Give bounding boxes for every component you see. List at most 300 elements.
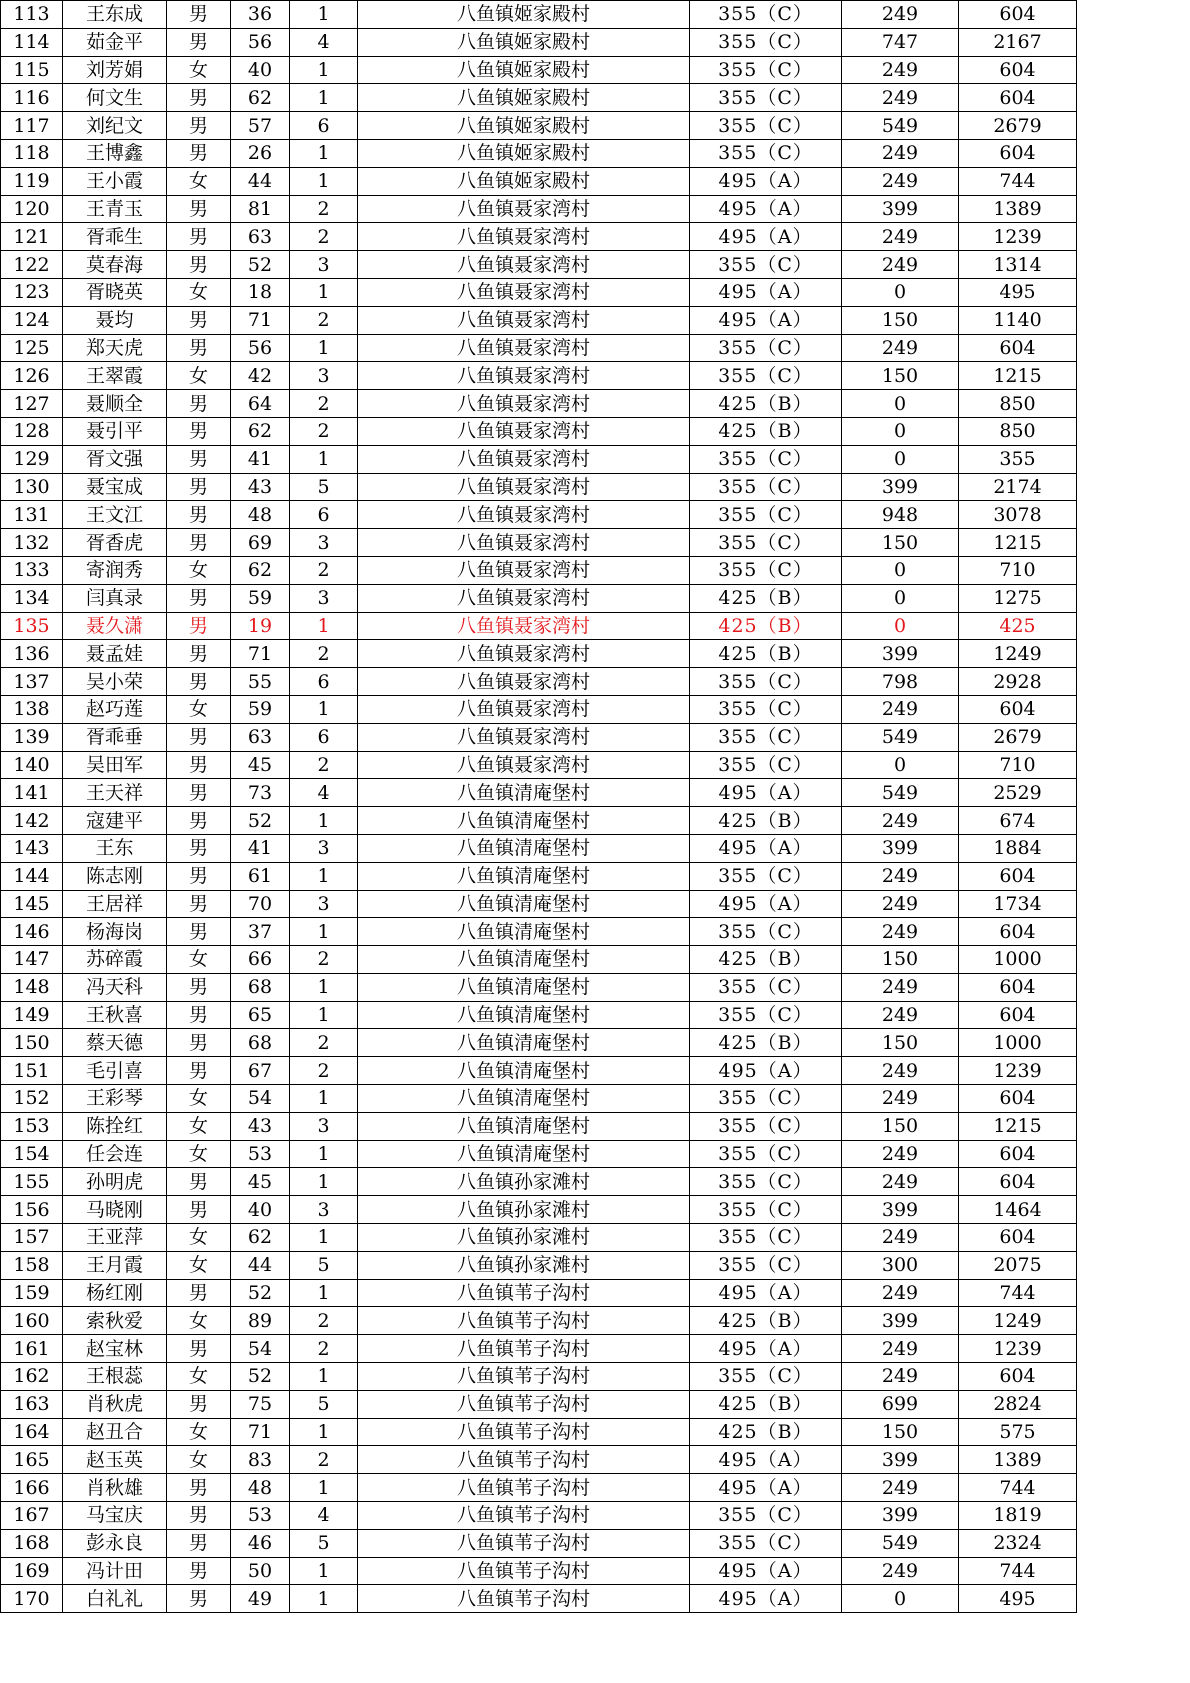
total-cell: 575 bbox=[959, 1418, 1077, 1446]
row-number-cell: 165 bbox=[1, 1446, 63, 1474]
gender-cell: 男 bbox=[167, 28, 231, 56]
row-number-cell: 120 bbox=[1, 195, 63, 223]
supplement-cell: 249 bbox=[842, 918, 959, 946]
age-cell: 40 bbox=[231, 56, 290, 84]
gender-cell: 男 bbox=[167, 1196, 231, 1224]
gender-cell: 女 bbox=[167, 556, 231, 584]
total-cell: 1884 bbox=[959, 834, 1077, 862]
name-cell: 胥晓英 bbox=[63, 278, 167, 306]
table-row bbox=[1, 1251, 1077, 1279]
village-cell: 八鱼镇清庵堡村 bbox=[358, 862, 690, 890]
gender-cell: 男 bbox=[167, 1474, 231, 1502]
row-number-cell: 130 bbox=[1, 473, 63, 501]
name-cell: 马晓刚 bbox=[63, 1196, 167, 1224]
age-cell: 67 bbox=[231, 1057, 290, 1085]
name-cell: 聂顺全 bbox=[63, 390, 167, 418]
village-cell: 八鱼镇聂家湾村 bbox=[358, 473, 690, 501]
name-cell: 王文江 bbox=[63, 501, 167, 529]
name-cell: 蔡天德 bbox=[63, 1029, 167, 1057]
supplement-cell: 549 bbox=[842, 779, 959, 807]
village-cell: 八鱼镇聂家湾村 bbox=[358, 556, 690, 584]
table-row bbox=[1, 695, 1077, 723]
village-cell: 八鱼镇聂家湾村 bbox=[358, 501, 690, 529]
name-cell: 索秋爱 bbox=[63, 1307, 167, 1335]
table-row bbox=[1, 195, 1077, 223]
village-cell: 八鱼镇清庵堡村 bbox=[358, 1029, 690, 1057]
village-cell: 八鱼镇孙家滩村 bbox=[358, 1196, 690, 1224]
supplement-cell: 150 bbox=[842, 362, 959, 390]
village-cell: 八鱼镇聂家湾村 bbox=[358, 362, 690, 390]
table-row bbox=[1, 334, 1077, 362]
row-number-cell: 125 bbox=[1, 334, 63, 362]
table-row bbox=[1, 251, 1077, 279]
table-row bbox=[1, 723, 1077, 751]
row-number-cell: 135 bbox=[1, 612, 63, 640]
supplement-cell: 249 bbox=[842, 973, 959, 1001]
grade-cell: 425（B） bbox=[690, 612, 842, 640]
name-cell: 胥乖垂 bbox=[63, 723, 167, 751]
total-cell: 1215 bbox=[959, 1112, 1077, 1140]
gender-cell: 男 bbox=[167, 834, 231, 862]
total-cell: 1000 bbox=[959, 946, 1077, 974]
grade-cell: 355（C） bbox=[690, 695, 842, 723]
gender-cell: 男 bbox=[167, 973, 231, 1001]
name-cell: 寄润秀 bbox=[63, 556, 167, 584]
village-cell: 八鱼镇聂家湾村 bbox=[358, 584, 690, 612]
household-size-cell: 3 bbox=[290, 529, 358, 557]
household-size-cell: 2 bbox=[290, 195, 358, 223]
row-number-cell: 156 bbox=[1, 1196, 63, 1224]
grade-cell: 355（C） bbox=[690, 1363, 842, 1391]
grade-cell: 355（C） bbox=[690, 473, 842, 501]
village-cell: 八鱼镇聂家湾村 bbox=[358, 195, 690, 223]
table-row bbox=[1, 139, 1077, 167]
village-cell: 八鱼镇孙家滩村 bbox=[358, 1251, 690, 1279]
household-size-cell: 6 bbox=[290, 723, 358, 751]
supplement-cell: 0 bbox=[842, 1585, 959, 1613]
table-row bbox=[1, 1335, 1077, 1363]
grade-cell: 355（C） bbox=[690, 501, 842, 529]
row-number-cell: 164 bbox=[1, 1418, 63, 1446]
table-row bbox=[1, 1279, 1077, 1307]
supplement-cell: 0 bbox=[842, 751, 959, 779]
household-size-cell: 1 bbox=[290, 1140, 358, 1168]
table-row bbox=[1, 1363, 1077, 1391]
household-size-cell: 3 bbox=[290, 584, 358, 612]
row-number-cell: 122 bbox=[1, 251, 63, 279]
total-cell: 674 bbox=[959, 807, 1077, 835]
grade-cell: 355（C） bbox=[690, 1112, 842, 1140]
gender-cell: 女 bbox=[167, 1418, 231, 1446]
total-cell: 710 bbox=[959, 556, 1077, 584]
grade-cell: 355（C） bbox=[690, 1085, 842, 1113]
village-cell: 八鱼镇清庵堡村 bbox=[358, 807, 690, 835]
age-cell: 75 bbox=[231, 1390, 290, 1418]
name-cell: 彭永良 bbox=[63, 1529, 167, 1557]
village-cell: 八鱼镇清庵堡村 bbox=[358, 890, 690, 918]
grade-cell: 495（A） bbox=[690, 1057, 842, 1085]
gender-cell: 男 bbox=[167, 862, 231, 890]
grade-cell: 495（A） bbox=[690, 1335, 842, 1363]
supplement-cell: 249 bbox=[842, 1335, 959, 1363]
village-cell: 八鱼镇聂家湾村 bbox=[358, 668, 690, 696]
grade-cell: 355（C） bbox=[690, 1529, 842, 1557]
village-cell: 八鱼镇清庵堡村 bbox=[358, 946, 690, 974]
total-cell: 604 bbox=[959, 334, 1077, 362]
village-cell: 八鱼镇姬家殿村 bbox=[358, 167, 690, 195]
age-cell: 44 bbox=[231, 1251, 290, 1279]
row-number-cell: 138 bbox=[1, 695, 63, 723]
row-number-cell: 136 bbox=[1, 640, 63, 668]
row-number-cell: 157 bbox=[1, 1224, 63, 1252]
household-size-cell: 1 bbox=[290, 1168, 358, 1196]
name-cell: 聂孟娃 bbox=[63, 640, 167, 668]
supplement-cell: 249 bbox=[842, 890, 959, 918]
gender-cell: 女 bbox=[167, 695, 231, 723]
grade-cell: 355（C） bbox=[690, 918, 842, 946]
grade-cell: 355（C） bbox=[690, 1, 842, 29]
supplement-cell: 249 bbox=[842, 56, 959, 84]
gender-cell: 男 bbox=[167, 417, 231, 445]
row-number-cell: 149 bbox=[1, 1001, 63, 1029]
row-number-cell: 158 bbox=[1, 1251, 63, 1279]
total-cell: 604 bbox=[959, 1085, 1077, 1113]
supplement-cell: 399 bbox=[842, 1502, 959, 1530]
table-row bbox=[1, 167, 1077, 195]
gender-cell: 女 bbox=[167, 1446, 231, 1474]
age-cell: 68 bbox=[231, 1029, 290, 1057]
table-row bbox=[1, 640, 1077, 668]
row-number-cell: 132 bbox=[1, 529, 63, 557]
age-cell: 70 bbox=[231, 890, 290, 918]
grade-cell: 495（A） bbox=[690, 779, 842, 807]
supplement-cell: 699 bbox=[842, 1390, 959, 1418]
household-size-cell: 5 bbox=[290, 1390, 358, 1418]
village-cell: 八鱼镇聂家湾村 bbox=[358, 445, 690, 473]
age-cell: 42 bbox=[231, 362, 290, 390]
supplement-cell: 399 bbox=[842, 1446, 959, 1474]
name-cell: 苏碎霞 bbox=[63, 946, 167, 974]
total-cell: 604 bbox=[959, 1, 1077, 29]
total-cell: 1000 bbox=[959, 1029, 1077, 1057]
age-cell: 53 bbox=[231, 1140, 290, 1168]
age-cell: 48 bbox=[231, 1474, 290, 1502]
name-cell: 聂久潇 bbox=[63, 612, 167, 640]
village-cell: 八鱼镇苇子沟村 bbox=[358, 1502, 690, 1530]
row-number-cell: 121 bbox=[1, 223, 63, 251]
grade-cell: 355（C） bbox=[690, 973, 842, 1001]
table-row bbox=[1, 306, 1077, 334]
name-cell: 王月霞 bbox=[63, 1251, 167, 1279]
table-row bbox=[1, 1474, 1077, 1502]
row-number-cell: 113 bbox=[1, 1, 63, 29]
village-cell: 八鱼镇姬家殿村 bbox=[358, 56, 690, 84]
table-row bbox=[1, 1529, 1077, 1557]
name-cell: 孙明虎 bbox=[63, 1168, 167, 1196]
total-cell: 2174 bbox=[959, 473, 1077, 501]
supplement-cell: 0 bbox=[842, 390, 959, 418]
gender-cell: 男 bbox=[167, 1, 231, 29]
age-cell: 68 bbox=[231, 973, 290, 1001]
table-row bbox=[1, 751, 1077, 779]
grade-cell: 495（A） bbox=[690, 195, 842, 223]
grade-cell: 355（C） bbox=[690, 862, 842, 890]
table-row bbox=[1, 668, 1077, 696]
supplement-cell: 399 bbox=[842, 1196, 959, 1224]
table-row bbox=[1, 1307, 1077, 1335]
household-size-cell: 3 bbox=[290, 1196, 358, 1224]
supplement-cell: 249 bbox=[842, 1474, 959, 1502]
age-cell: 65 bbox=[231, 1001, 290, 1029]
village-cell: 八鱼镇苇子沟村 bbox=[358, 1279, 690, 1307]
row-number-cell: 119 bbox=[1, 167, 63, 195]
total-cell: 1389 bbox=[959, 1446, 1077, 1474]
table-row bbox=[1, 28, 1077, 56]
name-cell: 王居祥 bbox=[63, 890, 167, 918]
name-cell: 闫真录 bbox=[63, 584, 167, 612]
grade-cell: 425（B） bbox=[690, 640, 842, 668]
total-cell: 425 bbox=[959, 612, 1077, 640]
supplement-cell: 249 bbox=[842, 84, 959, 112]
supplement-cell: 249 bbox=[842, 1140, 959, 1168]
gender-cell: 男 bbox=[167, 1168, 231, 1196]
supplement-cell: 249 bbox=[842, 1168, 959, 1196]
household-size-cell: 1 bbox=[290, 56, 358, 84]
household-size-cell: 5 bbox=[290, 1251, 358, 1279]
household-size-cell: 3 bbox=[290, 1112, 358, 1140]
row-number-cell: 123 bbox=[1, 278, 63, 306]
supplement-cell: 549 bbox=[842, 723, 959, 751]
age-cell: 62 bbox=[231, 556, 290, 584]
gender-cell: 男 bbox=[167, 306, 231, 334]
total-cell: 3078 bbox=[959, 501, 1077, 529]
table-row bbox=[1, 473, 1077, 501]
age-cell: 19 bbox=[231, 612, 290, 640]
supplement-cell: 249 bbox=[842, 1001, 959, 1029]
grade-cell: 355（C） bbox=[690, 445, 842, 473]
table-row bbox=[1, 1502, 1077, 1530]
total-cell: 1464 bbox=[959, 1196, 1077, 1224]
supplement-cell: 0 bbox=[842, 445, 959, 473]
row-number-cell: 139 bbox=[1, 723, 63, 751]
row-number-cell: 154 bbox=[1, 1140, 63, 1168]
grade-cell: 355（C） bbox=[690, 112, 842, 140]
name-cell: 肖秋雄 bbox=[63, 1474, 167, 1502]
grade-cell: 355（C） bbox=[690, 1196, 842, 1224]
table-row bbox=[1, 1390, 1077, 1418]
total-cell: 495 bbox=[959, 278, 1077, 306]
age-cell: 73 bbox=[231, 779, 290, 807]
grade-cell: 355（C） bbox=[690, 529, 842, 557]
village-cell: 八鱼镇姬家殿村 bbox=[358, 1, 690, 29]
household-size-cell: 1 bbox=[290, 334, 358, 362]
supplement-cell: 150 bbox=[842, 529, 959, 557]
grade-cell: 495（A） bbox=[690, 1446, 842, 1474]
name-cell: 白礼礼 bbox=[63, 1585, 167, 1613]
age-cell: 52 bbox=[231, 251, 290, 279]
village-cell: 八鱼镇聂家湾村 bbox=[358, 306, 690, 334]
household-size-cell: 3 bbox=[290, 362, 358, 390]
gender-cell: 男 bbox=[167, 779, 231, 807]
gender-cell: 女 bbox=[167, 1251, 231, 1279]
table-row bbox=[1, 1557, 1077, 1585]
gender-cell: 男 bbox=[167, 807, 231, 835]
table-row bbox=[1, 1196, 1077, 1224]
village-cell: 八鱼镇清庵堡村 bbox=[358, 779, 690, 807]
row-number-cell: 117 bbox=[1, 112, 63, 140]
table-row bbox=[1, 501, 1077, 529]
age-cell: 26 bbox=[231, 139, 290, 167]
grade-cell: 495（A） bbox=[690, 1279, 842, 1307]
name-cell: 刘芳娟 bbox=[63, 56, 167, 84]
grade-cell: 355（C） bbox=[690, 556, 842, 584]
supplement-cell: 150 bbox=[842, 1418, 959, 1446]
grade-cell: 355（C） bbox=[690, 251, 842, 279]
grade-cell: 425（B） bbox=[690, 946, 842, 974]
grade-cell: 425（B） bbox=[690, 390, 842, 418]
supplement-cell: 249 bbox=[842, 251, 959, 279]
total-cell: 2679 bbox=[959, 112, 1077, 140]
village-cell: 八鱼镇聂家湾村 bbox=[358, 417, 690, 445]
row-number-cell: 168 bbox=[1, 1529, 63, 1557]
gender-cell: 男 bbox=[167, 445, 231, 473]
household-size-cell: 2 bbox=[290, 306, 358, 334]
age-cell: 40 bbox=[231, 1196, 290, 1224]
household-size-cell: 1 bbox=[290, 862, 358, 890]
supplement-cell: 399 bbox=[842, 473, 959, 501]
age-cell: 43 bbox=[231, 1112, 290, 1140]
age-cell: 81 bbox=[231, 195, 290, 223]
age-cell: 44 bbox=[231, 167, 290, 195]
name-cell: 王东 bbox=[63, 834, 167, 862]
age-cell: 57 bbox=[231, 112, 290, 140]
total-cell: 604 bbox=[959, 1168, 1077, 1196]
gender-cell: 男 bbox=[167, 668, 231, 696]
gender-cell: 男 bbox=[167, 640, 231, 668]
household-size-cell: 6 bbox=[290, 501, 358, 529]
total-cell: 1314 bbox=[959, 251, 1077, 279]
row-number-cell: 153 bbox=[1, 1112, 63, 1140]
household-size-cell: 4 bbox=[290, 779, 358, 807]
household-size-cell: 1 bbox=[290, 612, 358, 640]
village-cell: 八鱼镇姬家殿村 bbox=[358, 84, 690, 112]
village-cell: 八鱼镇聂家湾村 bbox=[358, 529, 690, 557]
name-cell: 聂引平 bbox=[63, 417, 167, 445]
row-number-cell: 127 bbox=[1, 390, 63, 418]
age-cell: 62 bbox=[231, 1224, 290, 1252]
name-cell: 王彩琴 bbox=[63, 1085, 167, 1113]
grade-cell: 495（A） bbox=[690, 223, 842, 251]
age-cell: 71 bbox=[231, 306, 290, 334]
village-cell: 八鱼镇苇子沟村 bbox=[358, 1363, 690, 1391]
supplement-cell: 249 bbox=[842, 1224, 959, 1252]
gender-cell: 男 bbox=[167, 612, 231, 640]
village-cell: 八鱼镇聂家湾村 bbox=[358, 640, 690, 668]
table-row bbox=[1, 890, 1077, 918]
gender-cell: 男 bbox=[167, 1529, 231, 1557]
grade-cell: 495（A） bbox=[690, 1557, 842, 1585]
village-cell: 八鱼镇孙家滩村 bbox=[358, 1168, 690, 1196]
supplement-cell: 249 bbox=[842, 1279, 959, 1307]
gender-cell: 男 bbox=[167, 84, 231, 112]
name-cell: 寇建平 bbox=[63, 807, 167, 835]
row-number-cell: 161 bbox=[1, 1335, 63, 1363]
age-cell: 37 bbox=[231, 918, 290, 946]
row-number-cell: 163 bbox=[1, 1390, 63, 1418]
supplement-cell: 249 bbox=[842, 1363, 959, 1391]
row-number-cell: 148 bbox=[1, 973, 63, 1001]
village-cell: 八鱼镇姬家殿村 bbox=[358, 139, 690, 167]
gender-cell: 男 bbox=[167, 529, 231, 557]
age-cell: 54 bbox=[231, 1085, 290, 1113]
village-cell: 八鱼镇苇子沟村 bbox=[358, 1418, 690, 1446]
name-cell: 杨红刚 bbox=[63, 1279, 167, 1307]
supplement-cell: 549 bbox=[842, 112, 959, 140]
age-cell: 54 bbox=[231, 1335, 290, 1363]
row-number-cell: 160 bbox=[1, 1307, 63, 1335]
age-cell: 63 bbox=[231, 223, 290, 251]
household-size-cell: 2 bbox=[290, 417, 358, 445]
name-cell: 杨海岗 bbox=[63, 918, 167, 946]
household-size-cell: 2 bbox=[290, 1307, 358, 1335]
table-row bbox=[1, 807, 1077, 835]
gender-cell: 男 bbox=[167, 1502, 231, 1530]
gender-cell: 女 bbox=[167, 167, 231, 195]
gender-cell: 女 bbox=[167, 1140, 231, 1168]
grade-cell: 355（C） bbox=[690, 1168, 842, 1196]
total-cell: 744 bbox=[959, 167, 1077, 195]
gender-cell: 男 bbox=[167, 890, 231, 918]
village-cell: 八鱼镇姬家殿村 bbox=[358, 112, 690, 140]
age-cell: 18 bbox=[231, 278, 290, 306]
age-cell: 45 bbox=[231, 1168, 290, 1196]
table-row bbox=[1, 390, 1077, 418]
name-cell: 肖秋虎 bbox=[63, 1390, 167, 1418]
table-row bbox=[1, 1, 1077, 29]
gender-cell: 女 bbox=[167, 1224, 231, 1252]
grade-cell: 495（A） bbox=[690, 167, 842, 195]
table-row bbox=[1, 1140, 1077, 1168]
village-cell: 八鱼镇苇子沟村 bbox=[358, 1529, 690, 1557]
grade-cell: 355（C） bbox=[690, 334, 842, 362]
row-number-cell: 150 bbox=[1, 1029, 63, 1057]
table-row bbox=[1, 779, 1077, 807]
household-size-cell: 1 bbox=[290, 1085, 358, 1113]
grade-cell: 355（C） bbox=[690, 723, 842, 751]
row-number-cell: 147 bbox=[1, 946, 63, 974]
row-number-cell: 129 bbox=[1, 445, 63, 473]
row-number-cell: 115 bbox=[1, 56, 63, 84]
grade-cell: 355（C） bbox=[690, 1140, 842, 1168]
village-cell: 八鱼镇清庵堡村 bbox=[358, 973, 690, 1001]
supplement-cell: 948 bbox=[842, 501, 959, 529]
supplement-cell: 549 bbox=[842, 1529, 959, 1557]
row-number-cell: 159 bbox=[1, 1279, 63, 1307]
name-cell: 王秋喜 bbox=[63, 1001, 167, 1029]
supplement-cell: 747 bbox=[842, 28, 959, 56]
supplement-cell: 249 bbox=[842, 807, 959, 835]
total-cell: 2824 bbox=[959, 1390, 1077, 1418]
row-number-cell: 152 bbox=[1, 1085, 63, 1113]
age-cell: 36 bbox=[231, 1, 290, 29]
grade-cell: 425（B） bbox=[690, 807, 842, 835]
name-cell: 郑天虎 bbox=[63, 334, 167, 362]
supplement-cell: 249 bbox=[842, 1, 959, 29]
total-cell: 1275 bbox=[959, 584, 1077, 612]
village-cell: 八鱼镇苇子沟村 bbox=[358, 1307, 690, 1335]
table-row bbox=[1, 1224, 1077, 1252]
grade-cell: 495（A） bbox=[690, 890, 842, 918]
